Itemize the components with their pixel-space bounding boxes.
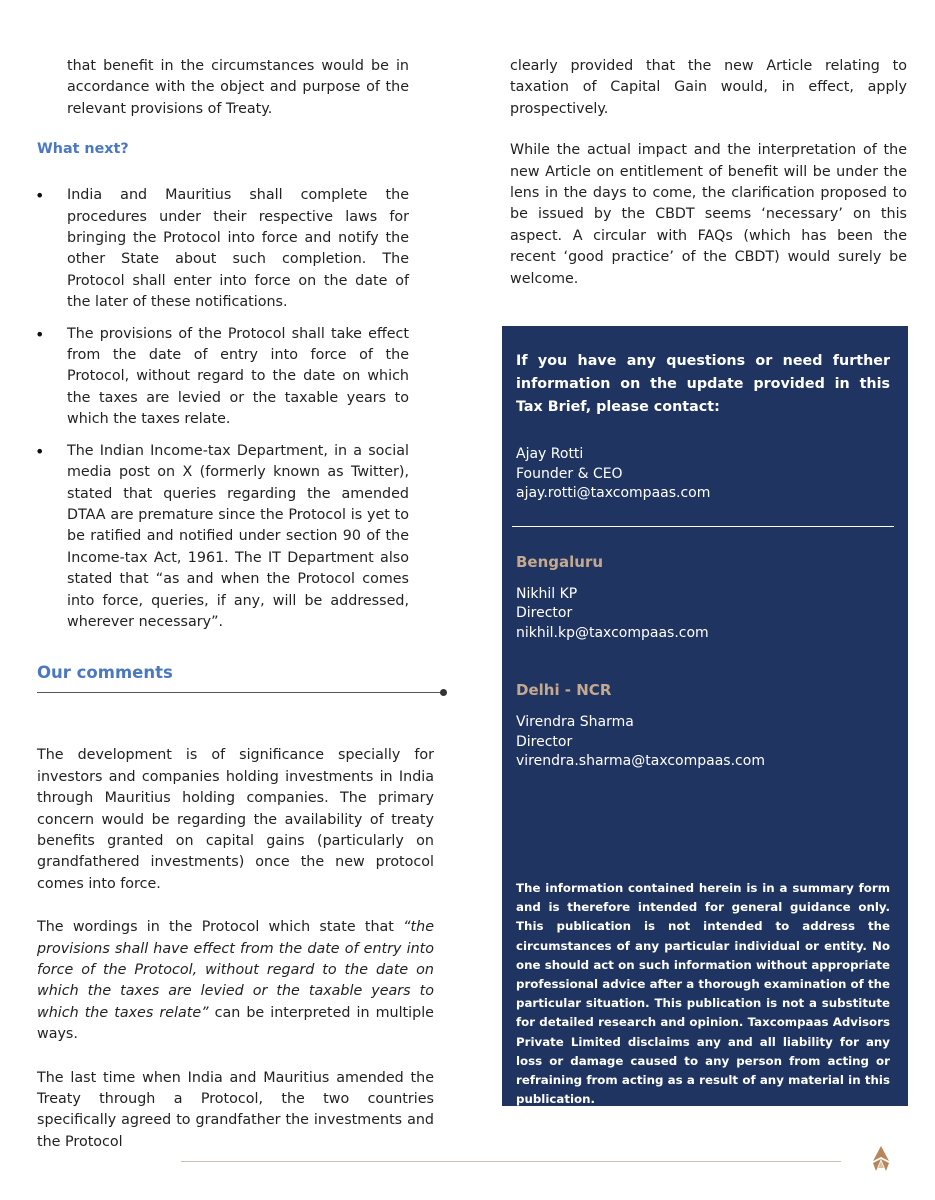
contact-person — [516, 445, 890, 504]
footer-rule — [181, 1161, 841, 1162]
comments-heading: Our comments — [37, 663, 173, 683]
divider-dot-icon — [440, 689, 447, 696]
bullet-item — [35, 185, 409, 313]
contact-name: Virendra Sharma — [516, 714, 634, 730]
contact-person — [516, 713, 890, 772]
bullet-text: The provisions of the Protocol shall take effect from the date of entry into force of the Protocol, without regard to the date on which the taxes are levied or the taxable years to which the taxes relate. — [67, 325, 409, 428]
contact-name: Nikhil KP — [516, 585, 578, 602]
comment-paragraph: The development is of significance specially for investors and companies holding investments in India through Mauritius holding companies. The primary concern would be regarding the availability of treaty benefits granted on capital gains (particularly on grandfathered investments) once the new protocol comes into force. — [37, 747, 434, 892]
office-city: Bengaluru — [516, 552, 604, 571]
bullet-icon: • — [35, 441, 45, 461]
contact-person — [516, 585, 890, 644]
protocol-quote: “the provisions shall have effect from the date of entry into force of the Protocol, without regard to the date on which the taxes are levied or the taxable years to which the taxes relate” — [37, 919, 434, 1021]
intro-paragraph: that benefit in the circumstances would be in accordance with the object and purpose of the relevant provisions of Treaty. — [67, 58, 409, 117]
bullet-icon: • — [35, 186, 45, 206]
right-column — [510, 56, 907, 290]
contact-divider — [512, 526, 894, 527]
contact-intro: If you have any questions or need further information on the update provided in this Tax Brief, please contact: — [516, 353, 890, 415]
bullet-text: The Indian Income-tax Department, in a social media post on X (formerly known as Twitter), stated that queries regarding the amended DTAA are premature since the Protocol is yet to be ratified and notified under section 90 of the Income-tax Act, 1961. The IT Department also stated that “as and when the Protocol comes into force, queries, if any, will be addressed, wherever necessary”. — [67, 442, 409, 630]
what-next-heading: What next? — [37, 141, 129, 158]
contact-box — [502, 326, 908, 1106]
contact-email[interactable]: virendra.sharma@taxcompaas.com — [516, 753, 765, 769]
right-paragraph: clearly provided that the new Article relating to taxation of Capital Gain would, in effect, apply prospectively. — [510, 58, 907, 117]
comment-paragraph — [37, 917, 434, 1045]
comment-text: can be interpreted in multiple ways. — [37, 1004, 434, 1043]
bullet-item — [35, 441, 409, 634]
left-column — [37, 56, 434, 1153]
section-divider — [37, 684, 447, 698]
bullet-text: India and Mauritius shall complete the procedures under their respective laws for bringing the Protocol into force and notify the other State about such completion. The Protocol shall enter into force on the date of the later of these notifications. — [67, 187, 409, 311]
right-paragraph: While the actual impact and the interpretation of the new Article on entitlement of benefit will be under the lens in the days to come, the clarification proposed to be issued by the CBDT seems ‘necessary’ on this aspect. A circular with FAQs (which has been the recent ‘good practice’ of the CBDT) would surely be welcome. — [510, 142, 907, 287]
contact-email[interactable]: nikhil.kp@taxcompaas.com — [516, 624, 709, 641]
contact-title: Director — [516, 733, 573, 750]
office-city: Delhi - NCR — [516, 681, 612, 699]
bullet-list — [37, 185, 434, 633]
contact-title: Director — [516, 605, 573, 621]
comment-text: The wordings in the Protocol which state that — [37, 919, 404, 936]
contact-title: Founder & CEO — [516, 465, 623, 482]
bullet-item — [35, 324, 409, 431]
comment-paragraph: The last time when India and Mauritius amended the Treaty through a Protocol, the two countries specifically agreed to grandfather the investments and the Protocol — [37, 1069, 434, 1150]
contact-name: Ajay Rotti — [516, 446, 584, 462]
bullet-icon: • — [35, 324, 45, 344]
disclaimer-text: The information contained herein is in a summary form and is therefore intended for general guidance only. This publication is not intended to address the circumstances of any particular individual or entity. No one should act on such information without appropriate professional advice after a thorough examination of the particular situation. This publication is not a substitute for detailed research and opinion. Taxcompaas Advisors Private Limited disclaims any and all liability for any loss or damage caused to any person from acting or refraining from acting as a result of any material in this publication. — [516, 881, 890, 1107]
contact-email[interactable]: ajay.rotti@taxcompaas.com — [516, 485, 711, 501]
compass-logo-icon — [864, 1144, 898, 1176]
contact-details — [516, 350, 890, 772]
